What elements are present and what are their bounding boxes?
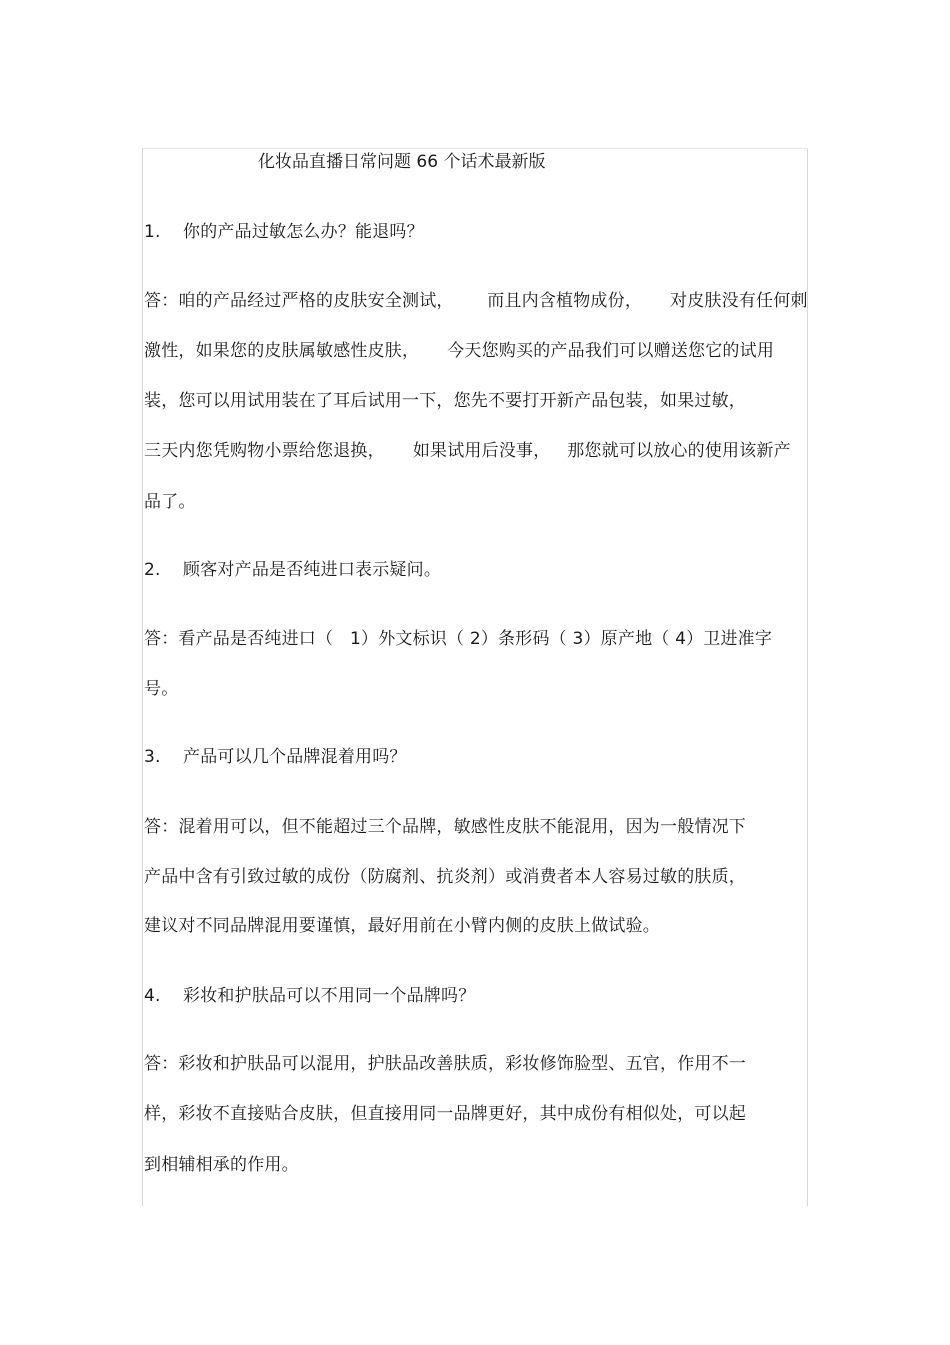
answer-line: 答：咱的产品经过严格的皮肤安全测试， 而且内含植物成份， 对皮肤没有任何刺 bbox=[144, 291, 808, 311]
answer-line: 样，彩妆不直接贴合皮肤，但直接用同一品牌更好，其中成份有相似处，可以起 bbox=[144, 1104, 746, 1124]
document-title: 化妆品直播日常问题 66 个话术最新版 bbox=[258, 152, 546, 172]
answer-line: 答：看产品是否纯进口（ 1）外文标识（ 2）条形码（ 3）原产地（ 4）卫进准字 bbox=[144, 629, 773, 649]
answer-line: 号。 bbox=[144, 679, 179, 699]
answer-line: 答：彩妆和护肤品可以混用，护肤品改善肤质，彩妆修饰脸型、五官，作用不一 bbox=[144, 1054, 746, 1074]
answer-line: 答：混着用可以，但不能超过三个品牌，敏感性皮肤不能混用，因为一般情况下 bbox=[144, 817, 746, 837]
answer-line: 激性，如果您的皮肤属敏感性皮肤， 今天您购买的产品我们可以赠送您它的试用 bbox=[144, 341, 775, 361]
answer-line: 产品中含有引致过敏的成份（防腐剂、抗炎剂）或消费者本人容易过敏的肤质， bbox=[144, 867, 746, 887]
answer-line: 到相辅相承的作用。 bbox=[144, 1155, 299, 1175]
question-1: 1. 你的产品过敏怎么办？能退吗？ bbox=[144, 222, 424, 242]
question-2: 2. 顾客对产品是否纯进口表示疑问。 bbox=[144, 560, 442, 580]
answer-line: 品了。 bbox=[144, 492, 196, 512]
question-3: 3. 产品可以几个品牌混着用吗？ bbox=[144, 747, 407, 767]
question-4: 4. 彩妆和护肤品可以不用同一个品牌吗？ bbox=[144, 986, 476, 1006]
answer-line: 装，您可以用试用装在了耳后试用一下，您先不要打开新产品包装，如果过敏， bbox=[144, 391, 746, 411]
answer-line: 建议对不同品牌混用要谨慎，最好用前在小臂内侧的皮肤上做试验。 bbox=[144, 916, 660, 936]
answer-line: 三天内您凭购物小票给您退换， 如果试用后没事， 那您就可以放心的使用该新产 bbox=[144, 441, 791, 461]
